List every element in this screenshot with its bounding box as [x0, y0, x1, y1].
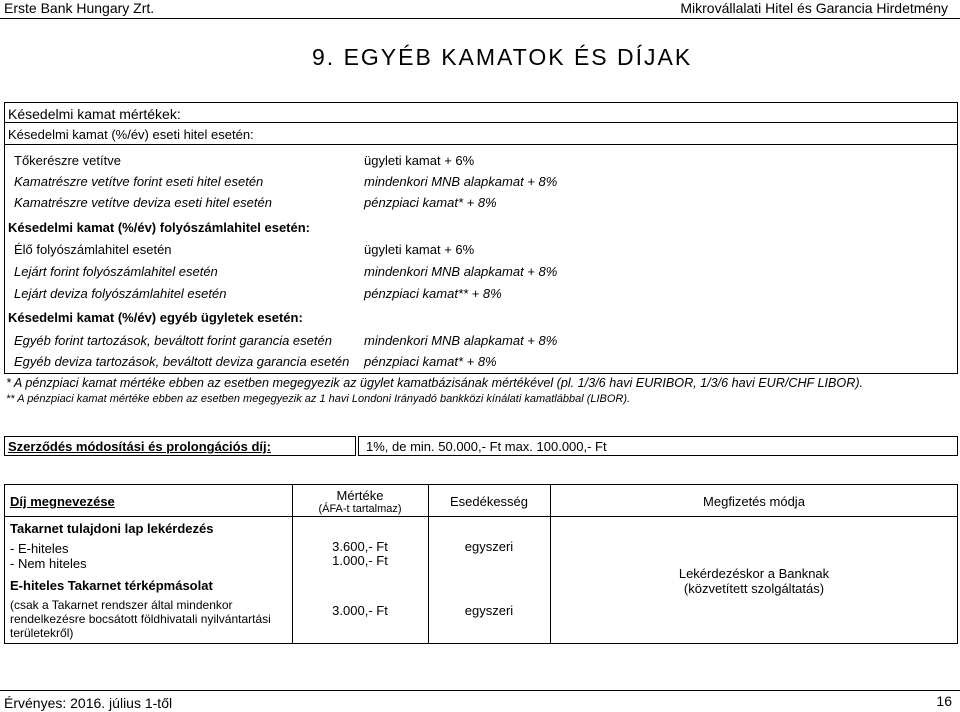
- header-payment: Megfizetés módja: [703, 494, 805, 509]
- fee-note: rendelkezésre bocsátott földhivatali nyilvántartási: [10, 612, 271, 626]
- section-heading: Késedelmi kamat (%/év) egyéb ügyletek esetén:: [8, 310, 303, 325]
- row-value: mindenkori MNB alapkamat + 8%: [364, 333, 558, 348]
- fee-due: egyszeri: [464, 539, 514, 554]
- fee-item: - E-hiteles: [10, 541, 69, 556]
- section-heading: Késedelmi kamat (%/év) folyószámlahitel esetén:: [8, 220, 311, 235]
- footer-valid-date: Érvényes: 2016. július 1-től: [4, 695, 173, 711]
- fee-item: - Nem hiteles: [10, 556, 87, 571]
- row-value: mindenkori MNB alapkamat + 8%: [364, 174, 558, 189]
- fee-note: (csak a Takarnet rendszer által mindenkor: [10, 598, 233, 612]
- section-heading: Késedelmi kamat (%/év) eseti hitel esetén:: [8, 127, 254, 142]
- fee-amount: 3.000,- Ft: [332, 603, 388, 618]
- row-value: ügyleti kamat + 6%: [364, 153, 475, 168]
- row-value: pénzpiaci kamat* + 8%: [364, 195, 497, 210]
- row-label: Egyéb deviza tartozások, beváltott deviza garancia esetén: [14, 354, 350, 369]
- header-due: Esedékesség: [449, 494, 529, 509]
- row-label: Kamatrészre vetítve forint eseti hitel esetén: [14, 174, 264, 189]
- late-interest-heading: Késedelmi kamat mértékek:: [8, 106, 181, 122]
- row-label: Kamatrészre vetítve deviza eseti hitel esetén: [14, 195, 272, 210]
- header-amount-note: (ÁFA-t tartalmaz): [318, 503, 402, 515]
- fee-payment: Lekérdezéskor a Banknak: [678, 566, 830, 581]
- row-value: ügyleti kamat + 6%: [364, 242, 475, 257]
- contract-fee-label: Szerződés módosítási és prolongációs díj:: [8, 439, 271, 454]
- row-label: Tőkerészre vetítve: [14, 153, 121, 168]
- footer-divider: [0, 690, 960, 691]
- row-value: pénzpiaci kamat* + 8%: [364, 354, 497, 369]
- row-label: Élő folyószámlahitel esetén: [14, 242, 172, 257]
- row-value: pénzpiaci kamat** + 8%: [364, 286, 502, 301]
- fee-amount: 3.600,- Ft: [332, 539, 388, 554]
- fee-payment: (közvetített szolgáltatás): [683, 581, 825, 596]
- footnote: ** A pénzpiaci kamat mértéke ebben az esetben megegyezik az 1 havi Londoni Irányadó bankközi kínálati kamatlábbal (LIBOR).: [6, 393, 631, 405]
- fee-takarnet-map: E-hiteles Takarnet térképmásolat: [10, 578, 213, 593]
- header-fee-name: Díj megnevezése: [10, 494, 115, 509]
- header-divider: [0, 18, 960, 19]
- footer-page-number: 16: [936, 693, 952, 709]
- fee-note: területekről): [10, 626, 74, 640]
- fee-amount: 1.000,- Ft: [332, 553, 388, 568]
- fee-takarnet-title: Takarnet tulajdoni lap lekérdezés: [10, 521, 214, 536]
- header-document-title: Mikrovállalati Hitel és Garancia Hirdetmény: [680, 0, 948, 16]
- row-label: Lejárt deviza folyószámlahitel esetén: [14, 286, 227, 301]
- header-bank-name: Erste Bank Hungary Zrt.: [4, 0, 155, 16]
- row-value: mindenkori MNB alapkamat + 8%: [364, 264, 558, 279]
- row-label: Lejárt forint folyószámlahitel esetén: [14, 264, 218, 279]
- footnote: * A pénzpiaci kamat mértéke ebben az esetben megegyezik az ügylet kamatbázisának mértékével (pl. 1/3/6 havi EURIBOR, 1/3/6 havi EUR/CHF LIBOR).: [6, 376, 864, 390]
- contract-fee-value: 1%, de min. 50.000,- Ft max. 100.000,- Ft: [366, 439, 607, 454]
- header-amount: Mértéke: [336, 488, 384, 503]
- fee-due: egyszeri: [464, 603, 514, 618]
- row-label: Egyéb forint tartozások, beváltott forint garancia esetén: [14, 333, 332, 348]
- page-title: 9. EGYÉB KAMATOK ÉS DÍJAK: [312, 44, 693, 70]
